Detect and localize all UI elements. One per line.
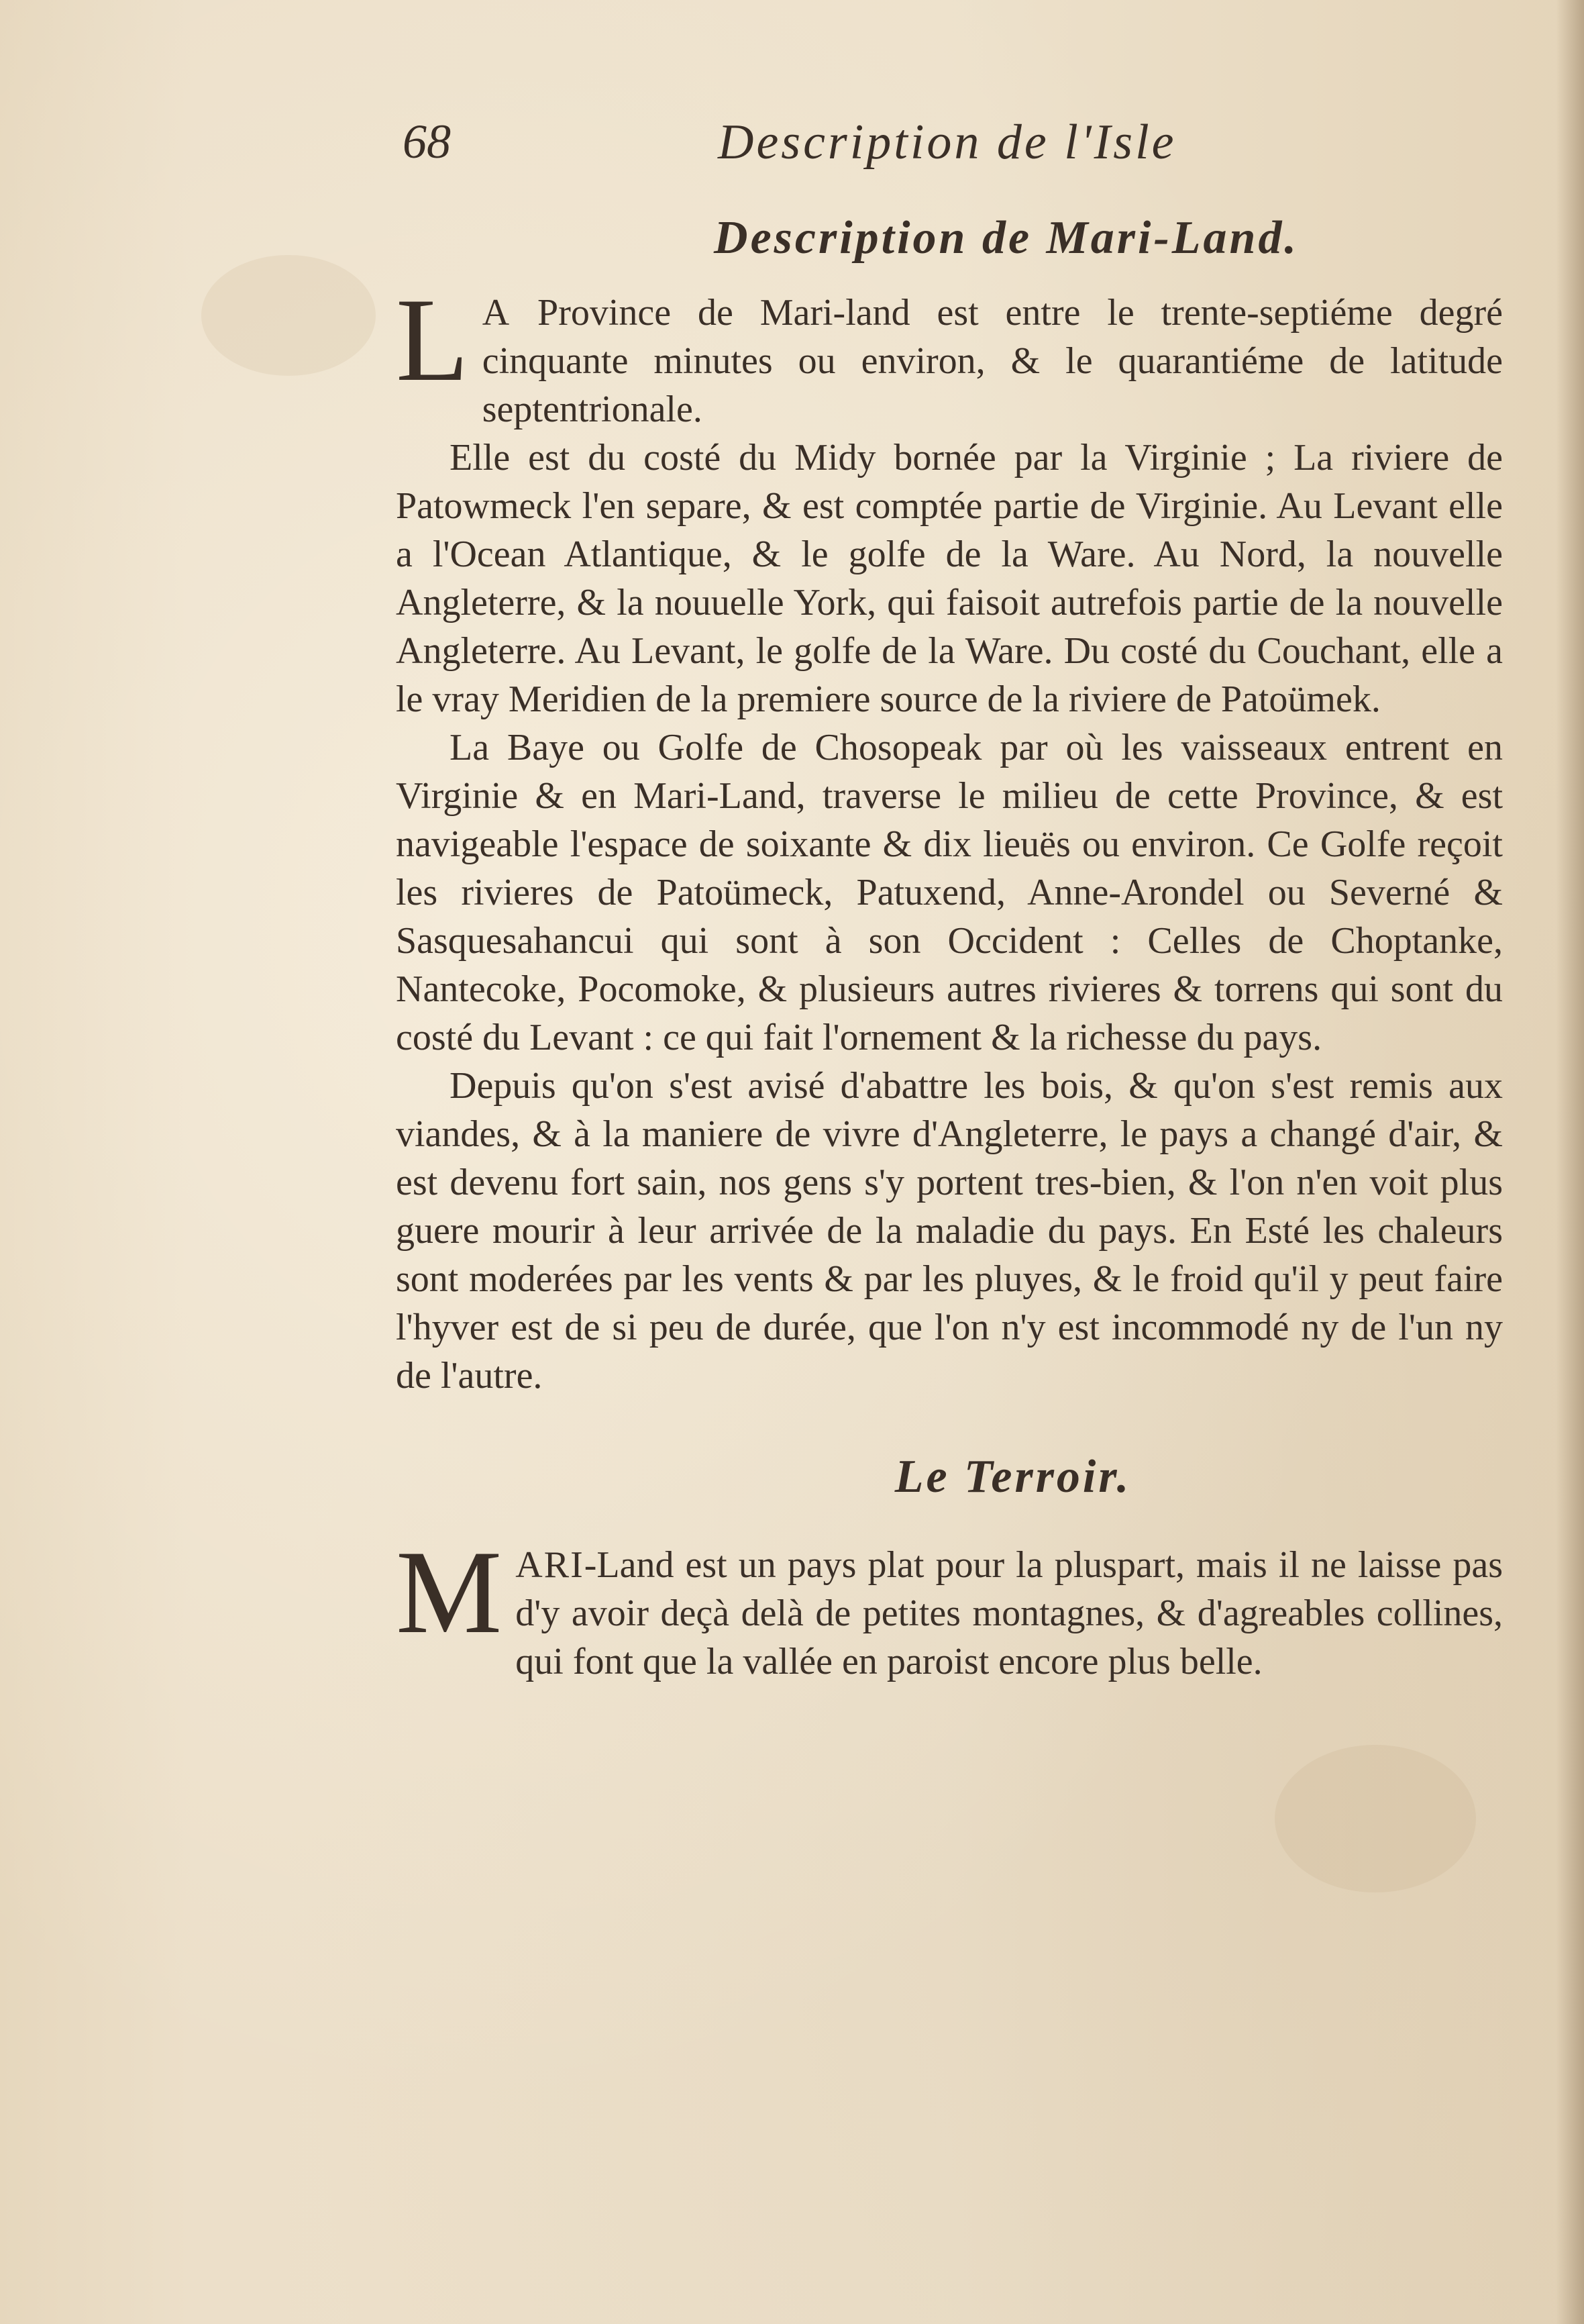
page-edge-shadow [1556, 0, 1584, 2324]
paper-stain [201, 255, 376, 376]
paragraph-text: Province de Mari-land est entre le trente-septiéme degré cinquante minutes ou environ, & le quarantiéme de latitude septentrionale. [482, 292, 1503, 430]
drop-cap-rest: A [482, 292, 511, 334]
running-head [396, 114, 1503, 188]
page-number: 68 [403, 115, 451, 168]
paper-stain [1275, 1745, 1476, 1892]
paragraph-5 [396, 1525, 1503, 1686]
drop-cap-rest: ARI [515, 1544, 584, 1586]
drop-cap: M [396, 1525, 503, 1658]
text-block [396, 114, 1503, 1686]
section-title-terroir: Le Terroir. [894, 1451, 1132, 1503]
paragraph-2: Elle est du costé du Midy bornée par la Virginie ; La riviere de Patowmeck l'en separe, & est comptée partie de Virginie. Au Levant elle a l'Ocean Atlantique, & le golfe de la Ware. Au Nord, la nouvelle Angleterre, & la nouuelle York, qui faisoit autrefois partie de la nouvelle Angleterre. Au Levant, le golfe de la Ware. Du costé du Couchant, elle a le vray Meridien de la premiere source de la riviere de Patoümek. [396, 437, 1503, 720]
section-title: Description de Mari-Land. [714, 212, 1299, 264]
paragraph-4: Depuis qu'on s'est avisé d'abattre les bois, & qu'on s'est remis aux viandes, & à la maniere de vivre d'Angleterre, le pays a changé d'air, & est devenu fort sain, nos gens s'y portent tres-bien, & l'on n'en voit plus guere mourir à leur arrivée de la maladie du pays. En Esté les chaleurs sont moderées par les vents & par les pluyes, & le froid qu'il y peut faire l'hyver est de si peu de durée, que l'on n'y est incommodé ny de l'un ny de l'autre. [396, 1065, 1503, 1397]
paragraph-3: La Baye ou Golfe de Chosopeak par où les vaisseaux entrent en Virginie & en Mari-Land, traverse le milieu de cette Province, & est navigeable l'espace de soixante & dix lieuës ou environ. Ce Golfe reçoit les rivieres de Patoümeck, Patuxend, Anne-Arondel ou Severné & Sasquesahancui qui sont à son Occident : Celles de Choptanke, Nantecoke, Pocomoke, & plusieurs autres rivieres & torrens qui sont du costé du Levant : ce qui fait l'ornement & la richesse du pays. [396, 727, 1503, 1058]
paragraph-text: -Land est un pays plat pour la pluspart, mais il ne laisse pas d'y avoir deçà delà de petites montagnes, & d'agreables collines, qui font que la vallée en paroist encore plus belle. [515, 1544, 1503, 1682]
drop-cap: L [396, 273, 469, 406]
paragraph-1 [396, 273, 1503, 434]
running-title: Description de l'Isle [718, 115, 1177, 170]
